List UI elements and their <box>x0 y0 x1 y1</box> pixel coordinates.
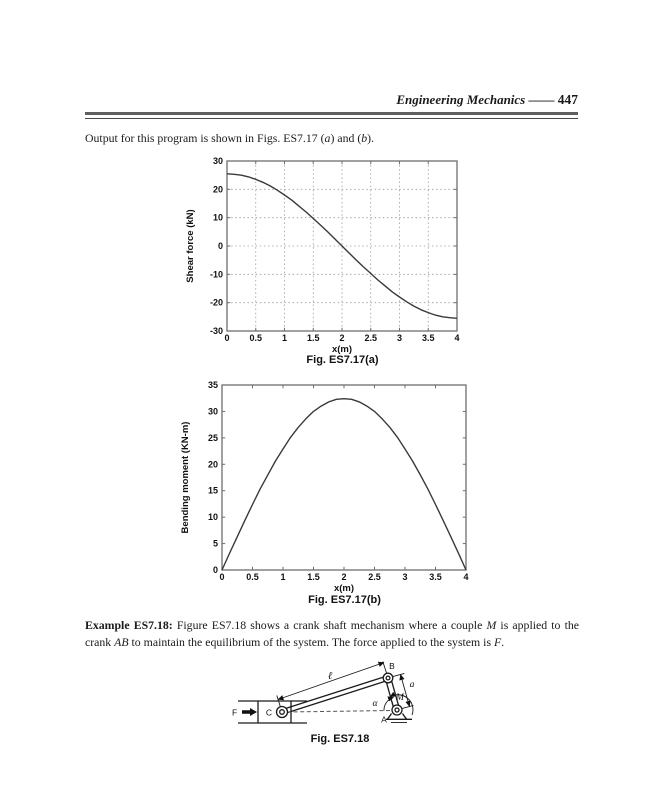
figure-caption-a: Fig. ES7.17(a) <box>306 354 379 366</box>
x-axis-label: x(m) <box>331 344 353 355</box>
x-tick-label: 2.5 <box>368 572 381 582</box>
y-tick-label: 0 <box>212 565 218 575</box>
running-header-dash: —— <box>528 92 555 107</box>
x-tick-label: 4 <box>463 572 469 582</box>
pin-a-inner <box>395 708 399 712</box>
x-tick-label: 0.5 <box>246 572 259 582</box>
y-tick-label: 30 <box>207 406 218 417</box>
label-joint-b: B <box>389 661 395 671</box>
x-tick-label: 0.5 <box>249 333 263 343</box>
reference-dashed-line <box>287 711 392 713</box>
y-tick-label: -10 <box>209 269 223 280</box>
label-angle-alpha: α <box>372 699 378 709</box>
x-tick-label: 1 <box>280 572 286 582</box>
example-paragraph: Example ES7.18: Figure ES7.18 shows a crank shaft mechanism where a couple M is applied to the crank AB to maintain the equilibrium of the system. The force applied to the system is F. <box>85 618 579 650</box>
x-tick-label: 3 <box>402 572 408 582</box>
label-dimension-a: a <box>409 680 415 690</box>
x-tick-label: 0 <box>219 572 225 582</box>
data-curve <box>222 399 466 570</box>
pin-c-inner <box>280 710 285 715</box>
figure-caption-b: Fig. ES7.17(b) <box>308 594 381 606</box>
label-joint-a: A <box>381 714 387 725</box>
running-header-title: Engineering Mechanics <box>396 92 526 107</box>
y-tick-label: 15 <box>207 485 218 496</box>
x-tick-label: 3 <box>396 333 403 343</box>
y-tick-label: 10 <box>207 512 218 523</box>
label-force-f: F <box>232 707 238 718</box>
figure-caption-18: Fig. ES7.18 <box>310 733 370 745</box>
y-tick-label: 10 <box>212 212 223 223</box>
x-tick-label: 0 <box>224 333 230 343</box>
label-moment-m: M <box>396 693 404 703</box>
running-header <box>396 92 578 108</box>
axes-box <box>222 385 466 570</box>
connecting-rod-bottom-line <box>281 681 387 715</box>
y-tick-label: 20 <box>212 184 223 195</box>
x-tick-label: 2 <box>339 333 345 343</box>
header-rule-thin <box>85 118 578 120</box>
y-tick-label: 0 <box>217 241 223 251</box>
y-tick-label: 5 <box>212 538 218 549</box>
support-bracket-left <box>388 714 392 720</box>
header-rule-thick <box>85 112 578 115</box>
x-tick-label: 1.5 <box>306 333 320 343</box>
x-axis-label: x(m) <box>333 583 355 594</box>
intro-paragraph: Output for this program is shown in Figs. ES7.17 (a) and (b). <box>85 131 375 145</box>
shear-force-chart <box>170 152 470 355</box>
dimension-extension-line-b2 <box>393 673 405 676</box>
x-tick-label: 4 <box>454 333 460 343</box>
x-tick-label: 1.5 <box>307 572 320 582</box>
pin-b-inner <box>386 676 390 680</box>
y-tick-label: 30 <box>212 156 223 166</box>
bending-moment-chart <box>165 376 477 594</box>
x-tick-label: 3.5 <box>429 572 442 582</box>
page-number: 447 <box>557 92 578 107</box>
x-tick-label: 2.5 <box>364 333 378 343</box>
x-tick-label: 2 <box>341 572 347 582</box>
y-axis-label: Bending moment (KN-m) <box>180 421 191 534</box>
y-tick-label: 20 <box>207 459 218 470</box>
y-tick-label: 35 <box>207 380 218 390</box>
label-joint-c: C <box>265 707 273 718</box>
y-axis-label: Shear force (kN) <box>185 209 196 283</box>
crank-left-line <box>385 679 394 711</box>
dimension-extension-line-a2 <box>402 705 414 708</box>
x-tick-label: 3.5 <box>421 333 435 343</box>
label-length-ell: ℓ <box>327 671 333 682</box>
y-tick-label: -20 <box>209 297 223 308</box>
y-tick-label: 25 <box>207 432 218 443</box>
x-tick-label: 1 <box>281 333 288 343</box>
support-bracket-right <box>403 714 407 720</box>
force-arrow <box>242 708 257 716</box>
y-tick-label: -30 <box>209 326 223 336</box>
